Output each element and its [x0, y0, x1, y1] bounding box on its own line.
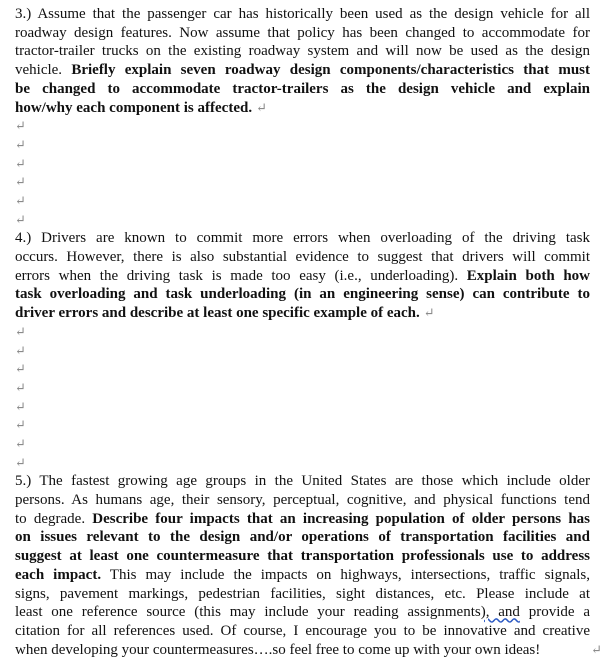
q3-line	[15, 80, 590, 99]
paragraph-mark-icon: ↵	[423, 305, 435, 321]
q5-line	[15, 603, 590, 622]
q3-line	[15, 99, 590, 118]
q5-line	[15, 566, 590, 585]
empty-line: ↵	[15, 118, 26, 134]
q5-line	[15, 528, 590, 547]
empty-line: ↵	[15, 379, 26, 395]
q3-line: 3.) Assume that the passenger car has historically been used as the design vehicle for all	[15, 6, 590, 22]
q5-text: This may include the impacts on highways, intersections, traffic signals,	[101, 566, 590, 583]
q4-bold-text: task overloading and task underloading (in an engineering sense) can contribute to	[15, 286, 590, 303]
q4-line	[15, 304, 590, 323]
empty-line: ↵	[15, 361, 26, 377]
q3-answer-space	[15, 117, 610, 229]
q5-text: least one reference source (this may include your reading assignments	[15, 604, 481, 621]
q5-text: when developing your countermeasures….so feel free to come up with your own ideas!	[15, 641, 541, 658]
q5-text: to degrade.	[15, 510, 93, 527]
q5-bold-text: on issues relevant to the design and/or operations of transportation facilities and	[15, 529, 590, 546]
q4-bold-text: Explain both how	[466, 267, 590, 284]
question-3	[15, 5, 590, 117]
empty-line: ↵	[15, 398, 26, 414]
q4-line	[15, 267, 590, 286]
q5-bold-text: Describe four impacts that an increasing population of older persons has	[92, 510, 590, 527]
empty-line: ↵	[15, 454, 26, 470]
q3-bold-text: how/why each component is affected.	[15, 99, 253, 116]
q3-line: roadway design features. Now assume that policy has been changed to accommodate for	[15, 24, 590, 41]
q5-bold-text: each impact.	[15, 566, 102, 583]
empty-line: ↵	[15, 342, 26, 358]
q5-text: provide a	[519, 604, 590, 621]
empty-line: ↵	[15, 174, 26, 190]
question-5	[15, 472, 602, 659]
q4-text: errors when the driving task is made too easy (i.e., underloading).	[15, 267, 467, 284]
q5-line: persons. As humans age, their sensory, perceptual, cognitive, and physical functions tend	[15, 492, 590, 509]
q5-line: citation for all references used. Of course, I encourage you to be innovative and creative	[15, 622, 590, 639]
empty-line: ↵	[15, 417, 26, 433]
question-4	[15, 229, 590, 323]
empty-line: ↵	[15, 136, 26, 152]
q5-line	[15, 547, 590, 566]
empty-line: ↵	[15, 435, 26, 451]
q4-line: occurs. However, there is also substantial evidence to suggest that drivers will commit	[15, 249, 590, 266]
q5-line: 5.) The fastest growing age groups in the United States are those which include older	[15, 473, 590, 490]
q3-bold-text: Briefly explain seven roadway design components/characteristics that must	[71, 62, 590, 79]
q3-line: tractor-trailer trucks on the existing roadway system and will now be used as the design	[15, 43, 590, 60]
q4-line	[15, 285, 590, 304]
grammar-flag[interactable]: ), and	[480, 604, 520, 621]
q3-bold-text: be changed to accommodate tractor-trailers as the design vehicle and explain	[15, 80, 590, 97]
q5-line	[15, 510, 590, 529]
q3-line	[15, 61, 590, 80]
empty-line: ↵	[15, 192, 26, 208]
q5-line: signs, pavement markings, pedestrian facilities, sight distances, etc. Please include at	[15, 585, 590, 602]
paragraph-mark-icon: ↵	[256, 99, 267, 115]
empty-line: ↵	[15, 323, 26, 339]
q4-answer-space	[15, 323, 610, 473]
q5-line	[15, 641, 602, 660]
q3-text: vehicle.	[15, 62, 72, 79]
q4-line: 4.) Drivers are known to commit more errors when overloading of the driving task	[15, 230, 590, 247]
q5-bold-text: suggest at least one countermeasure that transportation professionals use to address	[15, 548, 590, 565]
empty-line: ↵	[15, 211, 26, 227]
paragraph-mark-icon: ↵	[591, 641, 602, 657]
q4-bold-text: driver errors and describe at least one specific example of each.	[15, 305, 420, 322]
empty-line: ↵	[15, 155, 26, 171]
